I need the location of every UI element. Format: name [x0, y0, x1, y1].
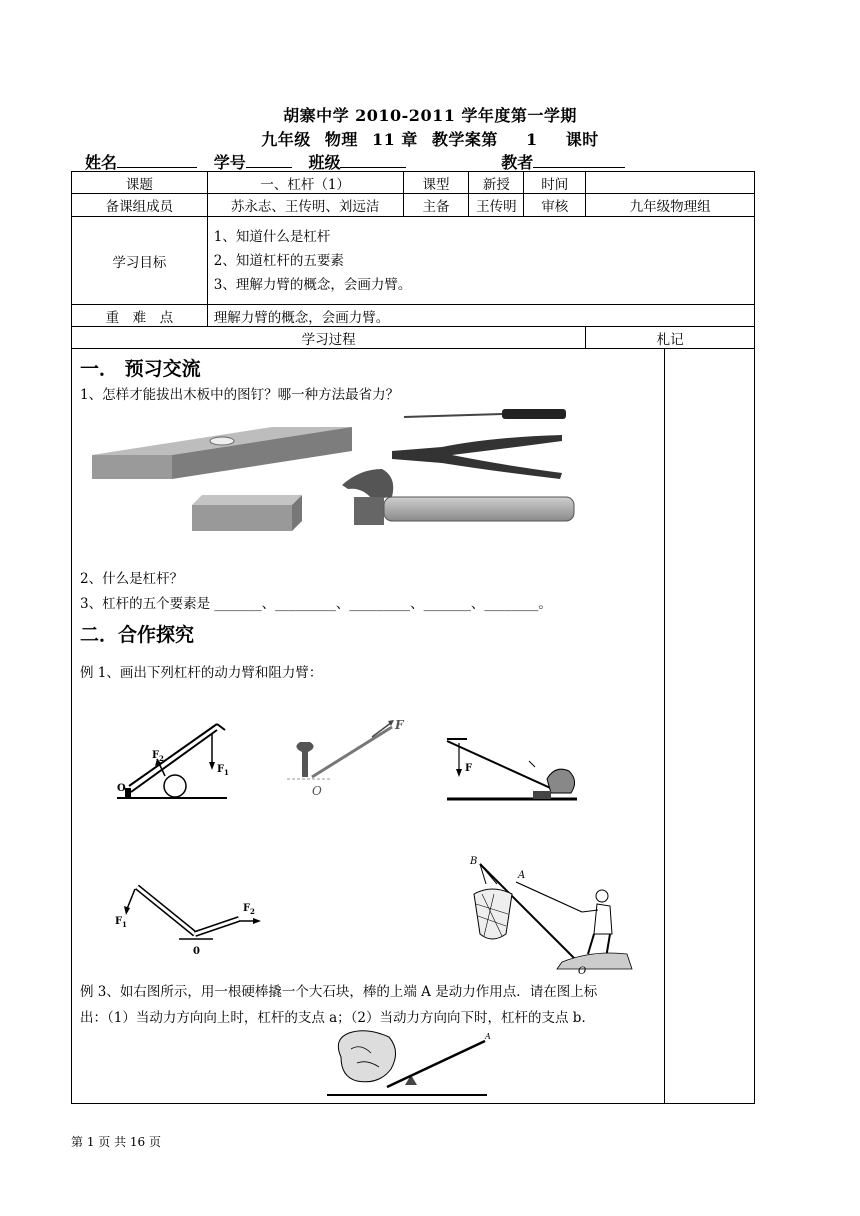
- key-label: 重 难 点: [72, 305, 208, 327]
- main-value: 王传明: [469, 194, 524, 217]
- label-o: 0: [193, 946, 200, 957]
- screwdriver-shaft: [404, 414, 502, 417]
- key-value: 理解力臂的概念，会画力臂。: [207, 305, 754, 327]
- lever-diagram-3: [447, 731, 582, 806]
- lever-diagram-5: [462, 854, 637, 977]
- learning-process-area: [71, 349, 665, 1104]
- group-value: 苏永志、王传明、刘远洁: [207, 194, 403, 217]
- label-o: O: [578, 966, 587, 977]
- example-1: 例 1、画出下列杠杆的动力臂和阻力臂：: [80, 665, 323, 681]
- student-info-line: [85, 150, 625, 173]
- goal-item: 2、知道杠杆的五要素: [213, 252, 344, 269]
- svg-text:2: 2: [159, 754, 164, 763]
- label-f1: F: [115, 916, 123, 927]
- plan-label: 教学案第: [431, 130, 498, 149]
- name-blank[interactable]: [117, 153, 197, 168]
- chapter: 11 章: [371, 130, 418, 149]
- lever-diagram-1: [117, 714, 237, 804]
- goal-item: 3、理解力臂的概念，会画力臂。: [213, 276, 412, 293]
- svg-text:2: 2: [250, 907, 255, 916]
- section1-heading: 一． 预习交流: [80, 358, 201, 380]
- goals-label: 学习目标: [72, 217, 208, 305]
- lesson-title: [0, 127, 860, 150]
- subject: 物理: [324, 130, 358, 149]
- class-blank[interactable]: [340, 153, 406, 168]
- rock-lever-diagram: [327, 1029, 497, 1101]
- pliers-icon: [392, 435, 562, 479]
- question-3: 3、杠杆的五个要素是 _______、_________、_________、_______、________。: [80, 596, 552, 612]
- type-value: 新授: [469, 172, 524, 194]
- label-f: F: [395, 718, 404, 732]
- lever-diagram-4: [117, 879, 267, 959]
- label-f1: F: [217, 764, 225, 775]
- notes-column[interactable]: [664, 349, 755, 1104]
- review-label: 审核: [524, 194, 586, 217]
- time-value[interactable]: [586, 172, 755, 194]
- lesson-suffix: 课时: [565, 130, 599, 149]
- lesson-no: 1: [525, 130, 538, 149]
- id-blank[interactable]: [246, 153, 292, 168]
- hammer-handle: [384, 497, 574, 521]
- lesson-info-table: [71, 171, 755, 349]
- hammer-head: [342, 469, 393, 499]
- question-2: 2、什么是杠杆？: [80, 571, 184, 587]
- time-label: 时间: [524, 172, 586, 194]
- review-value: 九年级物理组: [586, 194, 755, 217]
- topic-value: 一、杠杆（1）: [207, 172, 403, 194]
- label-o: O: [117, 783, 126, 794]
- label-a: A: [485, 1032, 491, 1041]
- block-top: [192, 495, 302, 505]
- block-front: [192, 505, 292, 531]
- hammer-neck: [354, 497, 384, 525]
- main-label: 主备: [403, 194, 469, 217]
- id-label: 学号: [213, 153, 246, 172]
- goal-item: 1、知道什么是杠杆: [213, 228, 331, 245]
- question-1: 1、怎样才能拔出木板中的图钉？哪一种方法最省力？: [80, 387, 400, 403]
- section2-heading: 二．合作探究: [80, 624, 195, 646]
- label-o: O: [312, 784, 322, 798]
- thumbtack-icon: [210, 437, 234, 445]
- grade: 九年级: [261, 130, 311, 149]
- label-b: B: [470, 856, 478, 867]
- process-header: 学习过程: [72, 327, 586, 349]
- group-label: 备课组成员: [72, 194, 208, 217]
- board-front: [92, 455, 172, 479]
- label-f: F: [465, 763, 473, 774]
- lever-diagram-2: [282, 717, 412, 807]
- class-label: 班级: [308, 153, 341, 172]
- topic-label: 课题: [72, 172, 208, 194]
- school-term-title: 胡寨中学 2010-2011 学年度第一学期: [283, 106, 577, 125]
- goals-list: [207, 217, 754, 305]
- notes-header: 札记: [586, 327, 755, 349]
- page-footer: 第 1 页 共 16 页: [71, 1135, 161, 1149]
- svg-text:1: 1: [122, 920, 127, 929]
- label-f2: F: [152, 750, 160, 761]
- teacher-label: 教者: [501, 153, 534, 172]
- label-f2: F: [243, 903, 251, 914]
- svg-text:1: 1: [224, 768, 229, 777]
- example-3-line-2: 出：（1）当动力方向向上时，杠杆的支点 a；（2）当动力方向向下时，杠杆的支点 b．: [80, 1010, 595, 1026]
- type-label: 课型: [403, 172, 469, 194]
- example-3-line-1: 例 3、如右图所示，用一根硬棒撬一个大石块，棒的上端 A 是动力作用点．请在图上标: [80, 984, 598, 1000]
- tools-illustration: [92, 407, 582, 547]
- teacher-blank[interactable]: [533, 153, 625, 168]
- label-a: A: [518, 870, 526, 881]
- name-label: 姓名: [85, 153, 118, 172]
- screwdriver-handle: [502, 409, 566, 419]
